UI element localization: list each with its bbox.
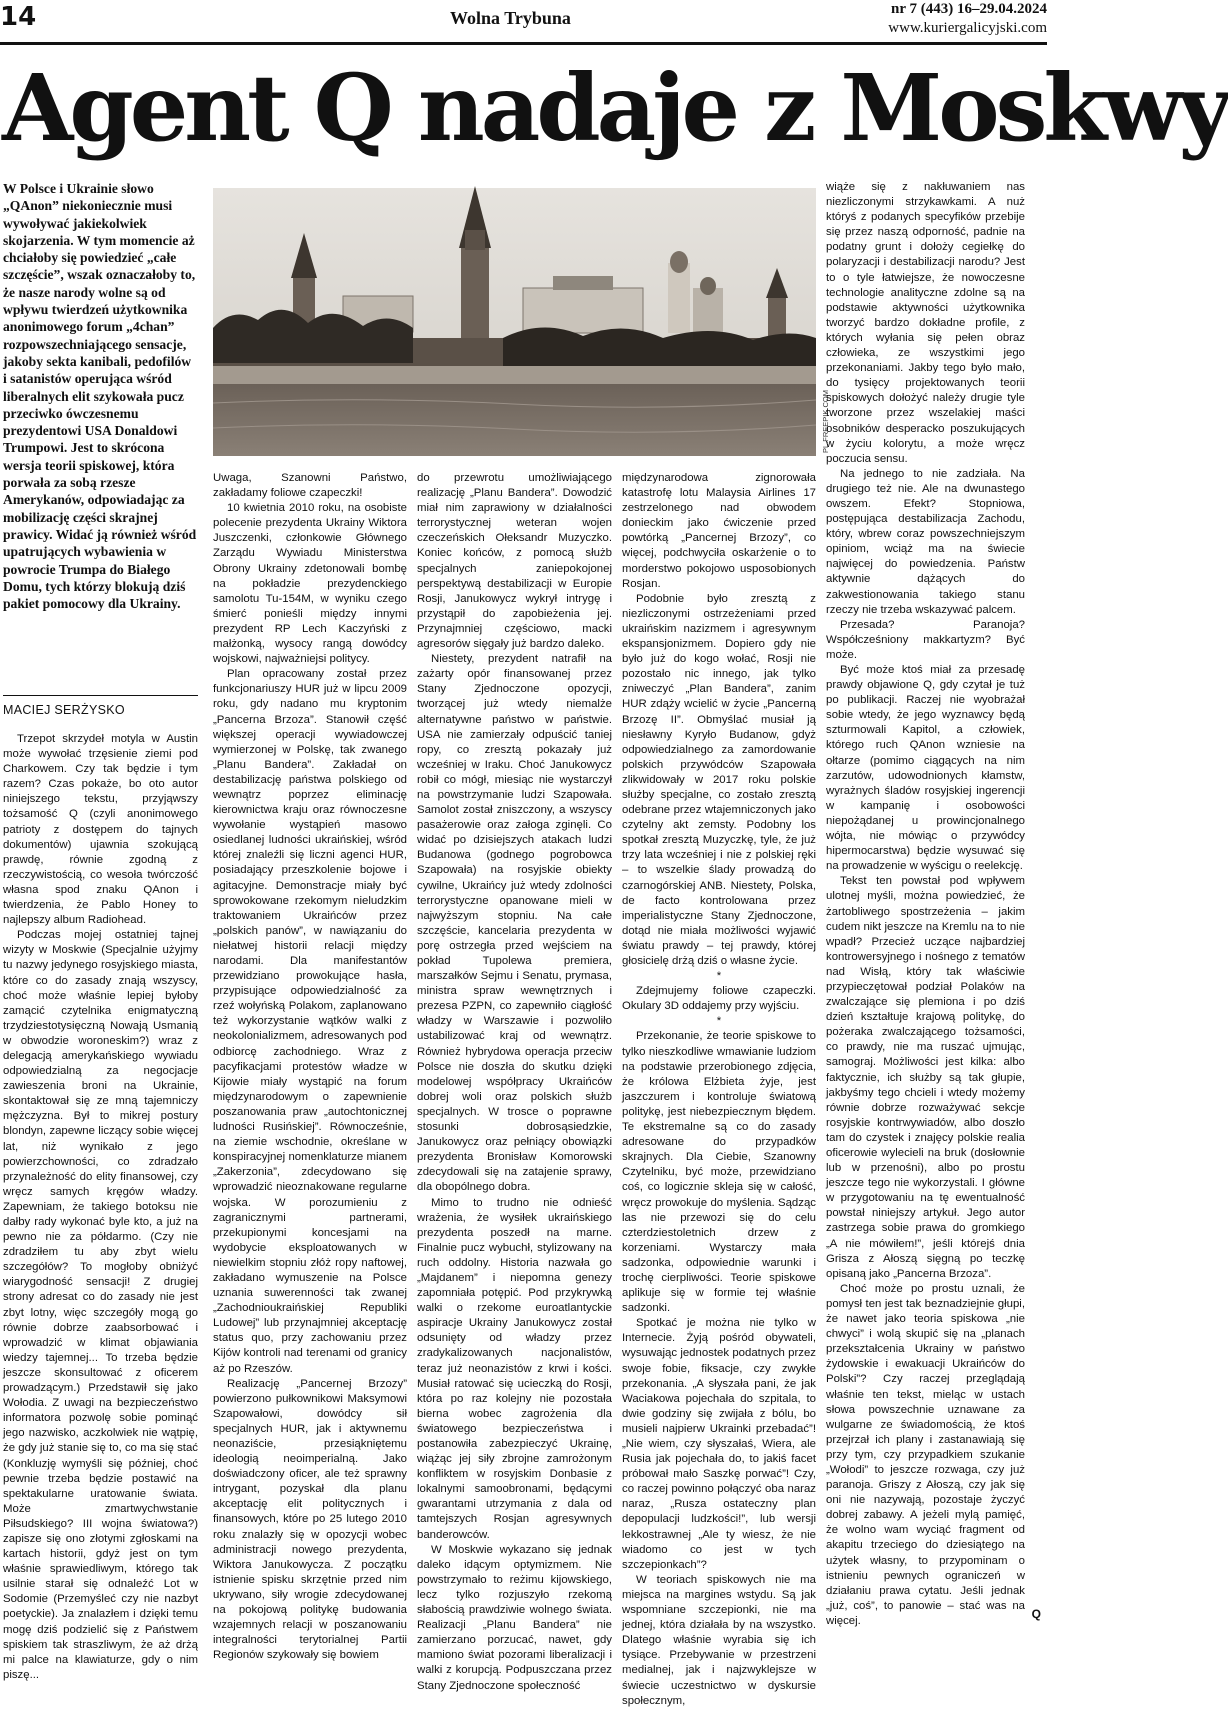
lead-paragraph: W Polsce i Ukrainie słowo „QAnon” niekoniecznie musi wywoływać jakiekolwiek skojarzenia. W tym momencie aż chciałoby się powiedzieć „całe szczęście”, wszak oznaczałoby to, że nasze narody wolne są od wpływu twierdzeń użytkownika anonimowego forum „4chan” rozpowszechniającego sensacje, jakoby sekta kanibali, pedofilów i satanistów operująca wśród liberalnych elit szykowała pucz przeciwko ówczesnemu prezydentowi USA Donaldowi Trumpowi. Jest to skrócona wersja teorii spiskowej, która porwała za sobą rzesze Amerykanów, odpowiadając za mobilizację części skrajnej prawicy. Widać ją również wśród upatrujących wybawienia w powrocie Trumpa do Białego Domu, tych którzy blokują dziś pakiet pomocowy dla Ukrainy.: [3, 181, 197, 612]
website[interactable]: www.kuriergalicyjski.com: [888, 20, 1047, 36]
paragraph: Realizację „Pancernej Brzozy” powierzono pułkownikowi Maksymowi Szapowałowi, dowódcy sił specjalnych HUR, jak i aktywnemu neonaziście, przesiąkniętemu ideologią neoimperialną. Jako doświadczony oficer, ale też sprawny intrygant, pozyskał dla planu akceptację elit politycznych i finansowych, które po 25 lutego 2010 roku znalazły się w opozycji wobec administracji nowego prezydenta, Wiktora Janukowycza. Z początku istnienie spisku skrzętnie przed nim ukrywano, siły wrogie zdecydowanej na pokojową politykę budowania wzajemnych relacji w poszanowaniu integralności terytorialnej Partii Regionów szykowały się bowiem: [213, 1377, 407, 1662]
paragraph: Trzepot skrzydeł motyla w Austin może wywołać trzęsienie ziemi pod Charkowem. Czy tak będzie i tym razem? Czas pokaże, bo oto autor niniejszego tekstu, przyjąwszy tożsamość Q (czyli anonimowego patrioty z dostępem do tajnych dokumentów) ujawnia szokującą prawdę, równie zgodną z rzeczywistością, co wesoła twórczość własna spod znaku QAnon i twierdzenia, że Pablo Honey to najlepszy album Radiohead.: [3, 733, 198, 927]
paragraph: Uwaga, Szanowni Państwo, zakładamy foliowe czapeczki!: [213, 472, 407, 500]
header-rule: [0, 42, 1047, 45]
paragraph: W teoriach spiskowych nie ma miejsca na margines wstydu. Są jak wspomniane szczepionki, nie ma jednej, która działała by na wszystko. Dlatego właśnie wyrabia się ich tysiące. Przebywanie w przestrzeni medialnej, jak i najzwyklejsze w świecie uczestnictwo w dyskursie społecznym,: [622, 1573, 816, 1707]
issue-number: nr 7 (443) 16–29.04.2024: [891, 1, 1047, 17]
paragraph: Tekst ten powstał pod wpływem ulotnej myśli, można powiedzieć, że żartobliwego spostrzeżenia – jakim cudem nikt jeszcze na Kremlu na to nie wpadł? Przecież uczące najbardziej kontrowersyjnego i nośnego z tematów nad Wisłą, który tak właściwie przypieczętował podział Polaków na zwalczające się plemiona i po dziś dzień kształtuje krajową politykę, do pożeraka zwalczającego tożsamości, co prawdy, nie ma ruszać ujmując, samograj. Możliwości jest kilka: albo faktycznie, ich służby są tak głupie, jakbyśmy tego chcieli i wtedy możemy równie dobrze rozważywać sekcje rosyjskie kontrwywiadów, albo doszło tam do czystek i znajęcy polskie realia oficerowie wylecieli na bruk (dosłownie lub w przenośni), albo po prostu jeszcze tego nie wykorzystali. I główne w przygotowaniu na tę ewentualność powstał niniejszy artykuł. Jego autor zastrzega sobie prawa do gromkiego „A nie mówiłem!”, jeśli którejś dnia Grisza z Ałoszą sięgną po teczkę opisaną jako „Pancerna Brzoza”.: [826, 875, 1025, 1280]
paragraph: Przesada? Paranoja? Współcześniony makkartyzm? Być może.: [826, 618, 1025, 661]
paragraph: Spotkać je można nie tylko w Internecie. Żyją pośród obywateli, wysuwając jednostek podatnych przez swoje fobie, fiksacje, czy zwykłe przekonania. „A słyszała pani, że jak Waciakowa pojechała do szpitala, to dwie godziny się zwijała z bólu, bo musieli najpierw Ukrainki przebadać”! „Nie wiem, czy słyszałaś, Wiera, ale Rusia jak pojechała do, to jakiś facet próbował mało Saszkę porwać”! Czy, co raczej powinno połączyć oba naraz naraz, „Rusza ostateczny plan depopulacji ludzkości!”, lub wersji lekkostrawnej „Ale ty wiesz, że nie wiadomo co jest w tych szczepionkach”?: [622, 1317, 816, 1571]
paragraph: Niestety, prezydent natrafił na zażarty opór finansowanej przez Stany Zjednoczone opozycji, tworzącej już wtedy niemalże alternatywne państwo w państwie. USA nie zamierzały odpuścić taniej ropy, co zresztą pokazały już wcześniej w Iraku. Choć Janukowycz robił co mógł, miesiąc nie wystarczył na powstrzymanie ludzi Szapowała. Samolot został zniszczony, a wszyscy pasażerowie oraz załoga zginęli. Co widać po dzisiejszych atakach ludzi Budanowa (godnego pogrobowca Szapowała) na rosyjskie obiekty cywilne, Ukraińcy już wtedy zdolności terrorystyczne opanowane mieli w najwyższym stopniu. Na całe szczęście, kancelaria prezydenta w porę ostrzegła przed wejściem na pokład Tupolewa premiera, marszałków Sejmu i Senatu, prymasa, ministra spraw wewnętrznych i prezesa PZPN, co zapewniło ciągłość władzy w Warszawie i pozwoliło ustabilizować kraj od wewnątrz. Również hybrydowa operacja przeciw Polsce nie doszła do skutku dzięki modelowej współpracy Ukraińców dobrej woli oraz polskich służb specjalnych. W trosce o poprawne stosunki dobrosąsiedzkie, Janukowycz oraz pełniący obowiązki prezydenta Bronisław Komorowski zdecydowali się na zatajenie sprawy, dla obopólnego dobra.: [417, 653, 612, 1194]
paragraph: Choć może po prostu uznali, że pomysł ten jest tak beznadziejnie głupi, że nawet jako teoria spiskowa „nie chwyci” i wolą skupić się na „planach przekształcenia Ukrainy w państwo żydowskie i ewakuacji Ukraińców do Polski”? Czy raczej przeglądają właśnie ten tekst, mieląc w ustach słowa powszechnie uznawane za wulgarne ze świadomością, że ktoś przejrzał ich plany i zastanawiają się przy tym, czy przypadkiem szukanie „Wołodi” to jeszcze rozwaga, czy już paranoja. Griszy z Ałoszą, czy jak się oni nie nazywają, pozostaje życzyć dobrej zabawy. A jeżeli mylą pamięć, że wolno wam wyciąć fragment od akapitu trzeciego do dziesiątego na użytek własny, to przypominam o istnieniu pewnych ograniczeń w działaniu prawa cytatu. Jeśli jednak „już, coś”, to panowie – stać was na więcej.: [826, 1282, 1025, 1627]
section-separator: *: [716, 970, 722, 983]
paper-name: Wolna Trybuna: [450, 8, 571, 28]
paragraph: Podczas mojej ostatniej tajnej wizyty w Moskwie (Specjalnie użyjmy tu nazwy jedynego rosyjskiego miasta, które co do zasady znają wszyscy, choć może właśnie lepiej byłoby zamącić czytelnika enigmatyczną trzydziestotysięczną Nowają Usmanią w obwodzie woroneskim?) wraz z delegacją amerykańskiego wywiadu odpowiedzialną za negocjacje zawieszenia broni na Ukrainie, skontaktował się ze mną tajemniczy mężczyzna. Był to mikrej postury blondyn, zapewne liczący sobie więcej lat, niż wynikało z jego powierzchowności, co zdradzało przynależność do elity finansowej, czy wręcz samych kręgów władzy. Zapewniam, że takiego botoksu nie dałby rady wykonać byle kto, a już na pewno nie za półdarmo. (Czy nie zdradziłem tu aby zbyt wielu szczegółów? To mogłoby obniżyć wiarygodność sensacji! Z drugiej strony adresat co do zasady nie jest zbyt lotny, więc szczegóły mogą go równie dobrze zaabsorbować i wprowadzić w klimat objawiania wiedzy tajemnej... To trzeba będzie jeszcze skonsultować z oficerem prowadzącym.) Przedstawił się jako Wołodia. Z uwagi na bezpieczeństwo informatora pozwolę sobie pominąć jego nazwisko, aczkolwiek nie wątpię, że gdy już stanie się to, co ma się stać (Konkluzję wymyśli się później, choć pewnie trzeba będzie postawić na spektakularne uratowanie świata. Może zmartwychwstanie Piłsudskiego? III wojna światowa?) zapisze się ono złotymi zgłoskami na kartach historii, gdyż jest on tym właśnie sprawiedliwym, którego tak usilnie starał się odnaleźć Lot w Sodomie (Przemyśleć czy nie nazbyt poetyckie). Ja znalazłem i dzięki temu mogę dziś podzielić się z Państwem spiskiem tak straszliwym, że aż drżą mi palce na klawiaturze, gdy o nim piszę...: [3, 929, 198, 1681]
paragraph: wiąże się z nakłuwaniem nas niezliczonymi strzykawkami. A nuż któryś z podanych specyfików przebije się przez naszą odporność, padnie na podatny grunt i dołoży cegiełkę do polaryzacji i destabilizacji narodu? Jest to o tyle łatwiejsze, że nowoczesne technologie analityczne zdolne są na podstawie aktywności użytkownika tworzyć bardzo dokładne profile, z których wyłania się pełen obraz człowieka, ze wszystkimi jego przekonaniami. Jakby tego było mało, do tysięcy projektowanych teorii spiskowych dołożyć należy drugie tyle tworzone przez wszelakiej maści osobników desperacko poszukujących w życiu kolorytu, a może wręcz poczucia sensu.: [826, 181, 1025, 465]
paragraph: W Moskwie wykazano się jednak daleko idącym optymizmem. Nie powstrzymało to reżimu kijowskiego, lecz tylko rozjuszyło rzekomą słabością prawdziwie wolnego świata. Realizacji „Planu Bandera” nie zamierzano porzucać, nawet, gdy mamiono świat pozorami liberalizacji i walki z korupcją. Podpuszczana przez Stany Zjednoczone społeczność: [417, 1543, 612, 1692]
column-4: [622, 471, 816, 1707]
end-mark: Q: [1031, 1607, 1041, 1621]
section-separator: *: [716, 1015, 722, 1028]
issue-info: [888, 0, 1047, 38]
kremlin-photo: [213, 188, 816, 456]
column-5: [826, 180, 1025, 1635]
paragraph: do przewrotu umożliwiającego realizację „Planu Bandera”. Dowodzić miał nim zaprawiony w działalności terrorystycznej weteran wojen czeczeńskich Ołeksandr Muzyczko. Koniec końców, z pomocą służb specjalnych zaniepokojonej perspektywą destabilizacji w Europie Rosji, Janukowycz wykrył intrygę i przystąpił do zapobieżenia jej. Przynajmniej częściowo, macki agresorów sięgały już bardzo daleko.: [417, 472, 612, 651]
page-number: 14: [0, 2, 37, 32]
paragraph: Być może ktoś miał za przesadę prawdy objawione Q, gdy czytał je tuż po publikacji. Raczej nie wyobrażał sobie wtedy, że jego wyznawcy będą szturmowali Kapitol, a człowiek, którego ruch QAnon wzniesie na ołtarze (pomimo ciągących na nim zarzutów, udowodnionych kłamstw, wyrażnych śladów rosyjskiej ingerencji w kampanię i osobowości niepożądanej u prowincjonalnego wójta, nie mówiąc o przywódcy hipermocarstwa) będzie wysuwać się na prowadzenie w wyścigu o reelekcję.: [826, 664, 1025, 873]
paragraph: Zdejmujemy foliowe czapeczki. Okulary 3D oddajemy przy wyjściu.: [622, 985, 816, 1013]
paragraph: Podobnie było zresztą z niezliczonymi ostrzeżeniami przed ukraińskim nazizmem i agresywnym ekspansjonizmem. Dopiero gdy nie było już do kogo wołać, Rosji nie pozostało nic innego, jak tylko zniweczyć „Plan Bandera”, zanim HUR zdąży wcielić w życie „Pancerną Brzozę II”. Obmyślać musiał ją niesławny Kyryło Budanow, gdyż odpowiedzialnego za zamordowanie polskich przywódców Szapowała zlikwidowały w 2017 roku polskie służby specjalne, co zostało zresztą odebrane przez wtajemniczonych jako czytelny akt zemsty. Podobny los spotkał zresztą Muzyczkę, tyle, że już trzy lata wcześniej i nie z polskiej ręki – to wszelkie ślady prowadzą do czarnogórskiej ANB. Niestety, Polska, de facto kontrolowana przez imperialistyczne Stany Zjednoczone, dotąd nie miała możliwości wyjawić światu prawdy – tej prawdy, której głosicielę drżą dziś o własne życie.: [622, 592, 816, 967]
kremlin-photo-svg: [213, 188, 816, 456]
paragraph: Mimo to trudno nie odnieść wrażenia, że wysiłek ukraińskiego prezydenta poszedł na marne. Finalnie pucz wybuchł, stylizowany na ruch oddolny. Historia nazwała go „Majdanem” i niepomna genezy zapomniała potępić. Pod przykrywką walki o rzekome euroatlantyckie aspiracje Ukrainy Janukowycz został odsunięty od władzy przez zradykalizowanych nacjonalistów, teraz już neonazistów z krwi i kości. Musiał ratować się ucieczką do Rosji, która po raz kolejny nie pozostała bierna wobec zagrożenia dla światowego bezpieczeństwa i postanowiła zabezpieczyć Ukrainę, wiążąc jej siły zbrojne zamrożonym konfliktem w rosyjskim Donbasie z lokalnymi samoobronami, będącymi gwarantami utrzymania z dala od tamtejszych Rosjan agresywnych banderowców.: [417, 1196, 612, 1541]
column-3: [417, 471, 612, 1692]
headline: Agent Q nadaje z Moskwy: [2, 54, 1228, 162]
column-1: [3, 732, 198, 1681]
photo-credit: PL.FREEPIK.COM: [820, 390, 830, 453]
paragraph: międzynarodowa zignorowała katastrofę lotu Malaysia Airlines 17 zestrzelonego nad obwodem donieckim jako ćwiczenie przed powtórką „Pancernej Brzozy”, co więcej, podchwyciła oskarżenie o to morderstwo pokojowo usposobionych Rosjan.: [622, 472, 816, 590]
author-byline: MACIEJ SERŻYSKO: [3, 695, 198, 717]
paragraph: Na jednego to nie zadziała. Na drugiego też nie. Ale na dwunastego owszem. Efekt? Stopniowa, postępująca destabilizacja Zachodu, który, wbrew coraz powszechniejszym opiniom, wciąż ma na świecie najwięcej do powiedzenia. Państw aktywnie dążących do zakwestionowania takiego stanu rzeczy nie trzeba wskazywać palcem.: [826, 467, 1025, 616]
paragraph: 10 kwietnia 2010 roku, na osobiste polecenie prezydenta Ukrainy Wiktora Juszczenki, członkowie Głównego Zarządu Wywiadu Ministerstwa Obrony Ukrainy zdetonowali bombę na pokładzie prezydenckiego samolotu Tu-154M, w wyniku czego śmierć ponieśli między innymi prezydent RP Lech Kaczyński z małżonką, wysocy rangą dowódcy wojskowi, najważniejsi politycy.: [213, 502, 407, 666]
paragraph: Plan opracowany został przez funkcjonariuszy HUR już w lipcu 2009 roku, gdy nadano mu kryptonim „Pancerna Brzoza”. Stanowił część większej operacji wywiadowczej wymierzonej w Polskę, tak zwanego „Planu Bandera”. Zakładał on destabilizację państwa polskiego od wewnątrz poprzez eliminację kierownictwa kraju oraz równoczesne wywołanie wystąpień masowo osiedlanej ludności ukraińskiej, wśród której znaleźli się liczni agenci HUR, posiadający przeszkolenie bojowe i agitacyjne. Demonstracje miały być sprowokowane rzekomym nieludzkim traktowaniem Ukraińców przez „polskich panów”, w nawiązaniu do niełatwej historii relacji między narodami. Dla manifestantów przewidziano prowokujące hasła, przypisujące odpowiedzialność za rzeź wołyńską Polakom, zaplanowano też wykorzystanie wątków walki z neokolonializmem, adresowanych pod odbiorcę zachodniego. Wraz z pacyfikacjami protestów władze w Kijowie miały wystąpić na forum międzynarodowym o zapewnienie poszanowania praw „autochtonicznej ludności Rusińskiej”. Równocześnie, na ziemie wschodnie, określane w konspiracyjnej nomenklaturze mianem „Zakerzonia”, zdecydowano się wprowadzić nieoznakowane regularne wojska. W porozumieniu z zagranicznymi partnerami, przekupionymi koncesjami na wydobycie eksploatowanych w niewielkim stopniu złóż ropy naftowej, zakładano wymuszenie na Polsce uznania suwerenności tak zwanej „Zachodnioukraińskiej Republiki Ludowej” lub przynajmniej akceptację status quo, przy zachowaniu przez Kijów kontroli nad terenami od granicy aż po Rzeszów.: [213, 668, 407, 1375]
paragraph: Przekonanie, że teorie spiskowe to tylko nieszkodliwe wmawianie ludziom na podstawie przerobionego zdjęcia, że królowa Elżbieta żyje, jest jaszczurem i kontroluje światową politykę, jest niebezpiecznym błędem. Te ekstremalne są co do zasady adresowane do przypadków skrajnych. Dla Ciebie, Szanowny Czytelniku, być może, przewidziano coś, co logicznie skleja się w całość, wręcz prowokuje do myślenia. Sądząc las nie przewozi się do celu czterdziestoletnich drzew z korzeniami. Wystarczy mała sadzonka, odpowiednie warunki i trochę cierpliwości. Teorie spiskowe aplikuje się w formie tej właśnie sadzonki.: [622, 1030, 816, 1315]
column-2: [213, 471, 407, 1662]
